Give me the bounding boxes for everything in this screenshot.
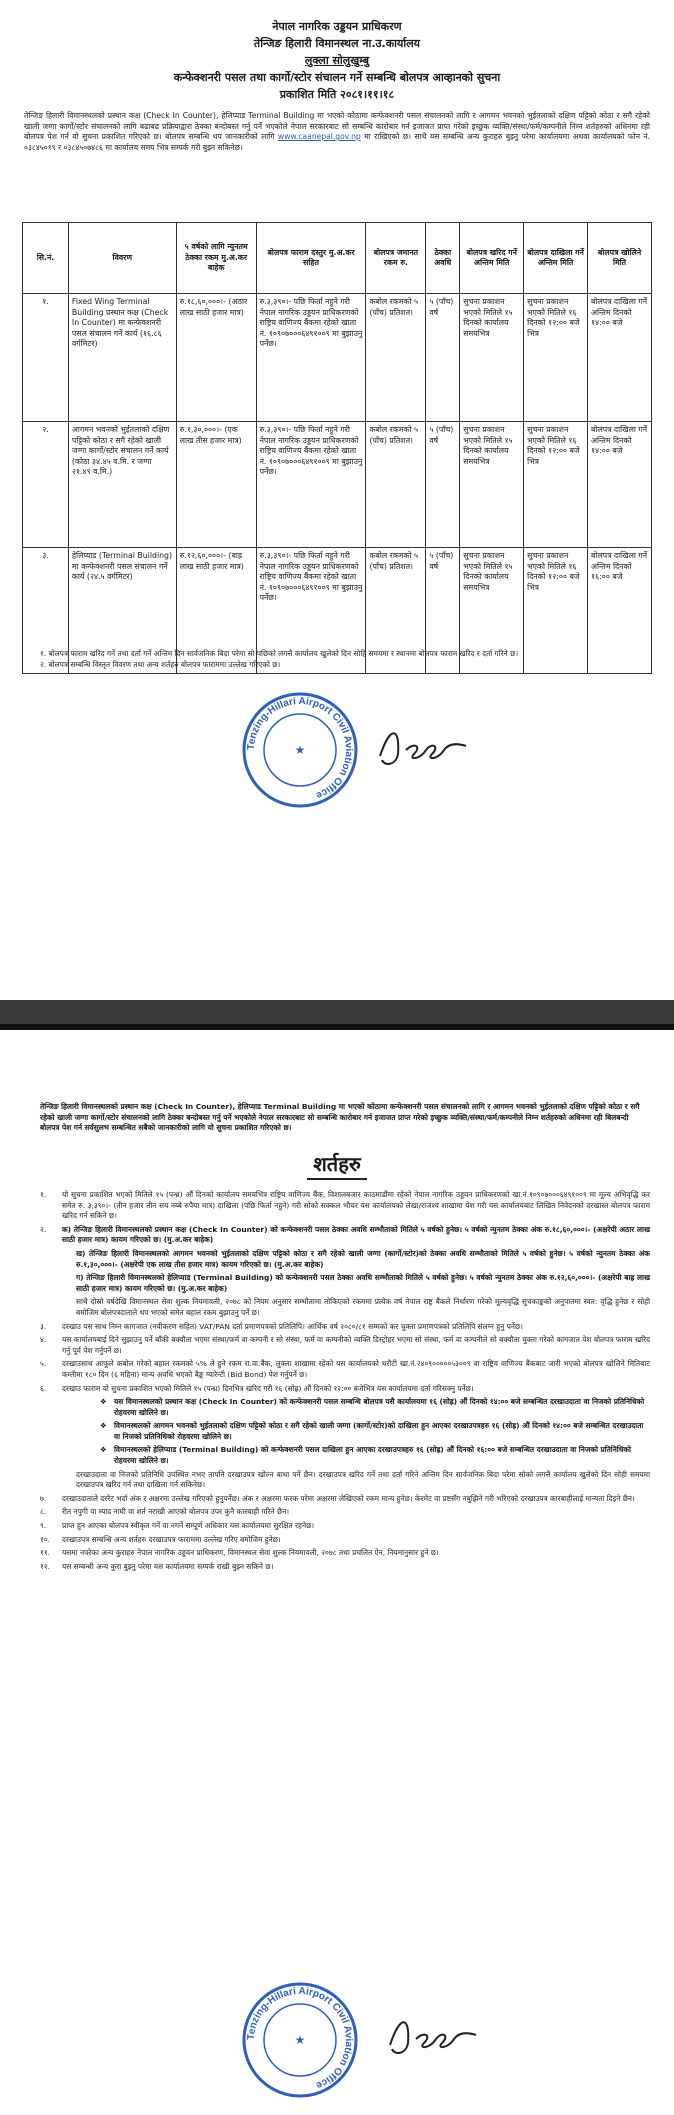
col-header: बोलपत्र दाखिला गर्ने अन्तिम मिति — [524, 223, 588, 294]
table-cell: रु.१२,६०,०००।- (बाह्र लाख साठी हजार मात्र) — [176, 548, 256, 674]
condition-number: १. — [40, 1190, 47, 1199]
table-row — [23, 422, 652, 548]
condition-item — [40, 1562, 650, 1573]
col-header: बोलपत्र जमानत रकम रु. — [366, 223, 426, 294]
condition-text: क) तेन्जिङ हिलारी विमानस्थलको प्रस्थान कक्ष (Check In Counter) को कन्फेक्शनरी पसल ठेक्का अवधि सम्भौताको मितिले ५ वर्षको हुनेछ। ५ वर्षको न्युनतम ठेक्का अंक रु.१८,६०,०००।- (अक्षरेपी अठार लाख साठी हजार मात्र) कायम गरिएको छ। (मु.अ.कर बाहेक) — [62, 1224, 650, 1245]
table-cell: रु.३,३९०।- पछि फिर्ता नहुने गरी नेपाल नागरिक उड्डयन प्राधिकरणको राष्ट्रिय वाणिज्य बैंकमा रहेको खाता नं. १०९०७०००६४९१००९ मा बुझाउनु पर्नेछ। — [256, 294, 366, 422]
table-cell: रु.३,३९०।- पछि फिर्ता नहुने गरी नेपाल नागरिक उड्डयन प्राधिकरणको राष्ट्रिय वाणिज्य बैंकमा रहेको खाता नं. १०९०७०००६४९१००९ मा बुझाउनु पर्नेछ। — [256, 548, 366, 674]
condition-text: दरखाउ यस साथ निम्न कागजात (नवीकरण सहित) VAT/PAN दर्ता प्रमाणपत्रको प्रतिलिपि। आर्थिक वर्ष २०८०/८१ सम्मको कर चुक्ता प्रमाणपत्रको प्रतिलिपि संलग्न हुनु पर्नेछ। — [62, 1321, 523, 1331]
condition-text: दरखाउदाताले दररेट भर्दा अंक र अक्षरमा उल्लेख गरिएको हुनुपर्नेछ। अंक र अक्षरमा फरक परेमा अक्षरमा लेखिएको रकम मान्य हुनेछ। केरमेट वा प्रष्टसँग नबुझिने गरी भरिएको दरखाउपत्र कारबाहीलाई मान्यता दिइने छैन। — [62, 1493, 635, 1503]
table-cell: आगमन भवनको भुईतलाको दक्षिण पट्टिको कोठा र सगै रहेको खाली जग्गा कार्गो/स्टोर संचालन गर्ने कार्य (कोठा ३४.४५ व.मि. र जग्गा २१.४९ व.मि.) — [68, 422, 176, 548]
condition-number — [62, 1297, 76, 1318]
table-cell: रु.३,३९०।- पछि फिर्ता नहुने गरी नेपाल नागरिक उड्डयन प्राधिकरणको राष्ट्रिय वाणिज्य बैंकमा रहेको खाता नं. १०९०७०००६४९१००९ मा बुझाउनु पर्नेछ। — [256, 422, 366, 548]
note-item: २. बोलपत्र सम्बन्धि विस्तृत विवरण तथा अन्य शर्तहरु बोलपत्र फाराममा उल्लेख गरिएको छ। — [40, 660, 281, 669]
condition-text: साथै दोस्रो वर्षदेखि विमानस्थल सेवा शुल्क नियमावली, २०७८ को नियम अनुसार सम्भौतामा तोकिएको रकममा प्रत्येक वर्ष नेपाल राष्ट्र बैंकले निर्धारण गरेको मूल्यवृद्धि सुचकाङ्कको अनुपातमा स्वत: वृद्धि हुनेछ र सोही बमोजिम बोलपत्रदाताले थप भएको समेत बहाल रकम बुझाउनु पर्ने छ। — [76, 1297, 650, 1317]
condition-item — [40, 1384, 650, 1395]
svg-text:★: ★ — [294, 743, 306, 757]
condition-item — [40, 1494, 650, 1505]
condition-text: ग) तेन्जिङ हिलारी विमानस्थलको हेलिप्याड (Terminal Building) को कन्फेक्शनरी पसल ठेक्का अवधि सम्भौताको मितिले ५ वर्षको हुनेछ। ५ वर्षको न्युनतम ठेक्का अंक रु.१२,६०,०००।- (अक्षरेपी बाह्र लाख साठी हजार मात्र) कायम गरिएको छ। (मु.अ.कर बाहेक) — [76, 1273, 650, 1293]
table-cell: रु.१८,६०,०००।- (अठार लाख साठी हजार मात्र) — [176, 294, 256, 422]
title-underline — [307, 1178, 367, 1180]
condition-number: ३. — [40, 1321, 47, 1331]
note-item: १. बोलपत्र फाराम खरिद गर्ने तथा दर्ता गर्ने अन्तिम दिन सार्वजनिक बिदा परेमा सो पछिको लगत्तै कार्यालय खुलेको दिन सोहि समयमा र स्थानमा बोलपत्र फाराम खरिद र दर्ता गरिने छ। — [40, 649, 519, 658]
table-cell: ३. — [23, 548, 69, 674]
condition-text: यस कार्यालयबाई दिने सुझाउनु पर्ने बाँकी बक्यौता भएमा संस्था/फर्म वा कम्पनी र सो संस्था, फर्म वा कम्पनीको व्यक्ति डिस्ट्रोहर भएमा सो संस्था, फर्म वा कम्पनीले सो बक्यौता चुक्ता गरेको कागजात पेश बोलपत्र फाराम खरिद गर्नु पूर्व पेश गर्नुपर्ने छ। — [62, 1335, 650, 1355]
condition-item — [40, 1335, 650, 1356]
intro-paragraph — [24, 111, 650, 153]
condition-item — [40, 1507, 650, 1518]
table-cell: कबोल रकमको ५ (पाँच) प्रतिशत। — [366, 548, 426, 674]
notes-section — [40, 648, 640, 670]
website-link[interactable]: www.caanepal.gov.np — [278, 132, 361, 141]
condition-item — [40, 1225, 650, 1246]
condition-number: ११. — [40, 1548, 51, 1558]
diamond-bullet-icon: ❖ — [100, 1445, 107, 1455]
condition-text: रीत नपुगी वा म्याद नाघी वा शर्त नराखी आएको बोलपत्र उपर कुनै कारबाही गरिने छैन। — [62, 1507, 290, 1517]
table-cell: रु.१,३०,०००।- (एक लाख तीस हजार मात्र) — [176, 422, 256, 548]
condition-text: दरखाउसाथ आफूले कबोल गरेको बहाल रकमको ५% ले हुने रकम रा.वा.बैंक, लुक्ला शाखामा रहेको यस कार्यालयको धरौटी खा.नं.२४०९०००००५३००९ वा राष्ट्रिय वाणिज्य बैंकबाट जारी भएको बोलपत्र खोलिने मितिबाट कम्तीमा १८० दिन (६ महिना) मान्य अवधि भएको बैङ्क ग्यारेन्टी (Bid Bond) पेश गर्नुपर्ने छ। — [62, 1359, 650, 1379]
header-line: कन्फेक्शनरी पसल तथा कार्गो/स्टोर संचालन गर्ने सम्बन्धि बोलपत्र आव्हानको सुचना — [173, 71, 501, 84]
condition-number: १२. — [40, 1561, 51, 1571]
intro-text: तेन्जिङ हिलारी विमानस्थलको प्रस्थान कक्ष (Check In Counter), हेलिप्याड Terminal Building मा भएको कोठामा कन्फेक्शनरी पसल संचालनको लागि र आगमन भवनको भुईतलाको दक्षिण पट्टिको कोठा र सगै रहेको खाली जग्गा कार्गो/स्टोर संचालनको लागि बढाबढ प्रक्रियाद्वारा ठेक्का बन्दोबस्त गर्नु पर्ने भएकोले नेपाल सरकारबाट सो सम्बन्धि कारोबार गर्न इजाजत प्राप्त गरेको इच्छुक व्यक्ति/संस्था/फर्म/कम्पनीले निम्न शर्तहरुको अधिनमा रही बोलपत्र पेश गर्न यो सुचना प्रकाशित गरिएको छ। बोलपत्र सम्बन्धि थप जानकारीको लागि — [24, 111, 650, 141]
table-cell: हेलिप्याड (Terminal Building) मा कन्फेक्शनरी पसल संचालन गर्ने कार्य (२४.५ वर्गमिटर) — [68, 548, 176, 674]
table-cell: ५ (पाँच) वर्ष — [426, 548, 460, 674]
condition-text: यसमा नपरेका अन्य कुराहरु नेपाल नागरिक उड्डयन प्राधिकरण, विमानस्थल सेवा शुल्क नियमावली, २०७८ तथा प्रचलित ऐन, नियमानुसार हुने छ। — [62, 1548, 439, 1558]
table-cell: सुचना प्रकाशन भएको मितिले १५ दिनको कार्यालय समयभित्र — [460, 548, 524, 674]
condition-number: ९. — [40, 1521, 47, 1531]
opening-schedule-item — [100, 1445, 650, 1466]
diamond-bullet-icon: ❖ — [100, 1397, 107, 1407]
col-header: सि.नं. — [23, 223, 69, 294]
condition-subitem — [62, 1249, 650, 1270]
table-cell: कबोल रकमको ५ (पाँच) प्रतिशत। — [366, 422, 426, 548]
condition-text: यस सम्बन्धी अन्य कुरा बुझ्नु परेमा यस कार्यालयमा सम्पर्क राखी बुझ्न सकिने छ। — [62, 1561, 274, 1571]
table-cell: सुचना प्रकाशन भएको मितिले १६ दिनको १२:०० बजे भित्र — [524, 548, 588, 674]
table-cell: Fixed Wing Terminal Building प्रस्थान कक्ष (Check In Counter) मा कन्फेक्शनरी पसल संचालन गर्ने कार्य (१६.८६ वर्गमिटर) — [68, 294, 176, 422]
header-line: लुक्ला सोलुखुम्बु — [304, 54, 370, 67]
condition-subitem — [62, 1470, 650, 1491]
table-cell: २. — [23, 422, 69, 548]
bid-table — [22, 222, 652, 674]
table-cell: सुचना प्रकाशन भएको मितिले १६ दिनको १२:०० बजे भित्र — [524, 294, 588, 422]
svg-text:Tenzing-Hillari Airport Civil: Tenzing-Hillari Airport Civil Aviation Office — [245, 1985, 355, 2091]
table-cell: बोलपत्र दाखिला गर्ने अन्तिम दिनको १४:०० बजे — [588, 422, 652, 548]
schedule-text: विमानस्थलको आगमन भवनको भुईतलाको दक्षिण पट्टिको कोठा र सगै रहेको खाली जग्गा (कार्गो/स्टोर)को दाखिला हुन आएका दरखाउपत्रहरु १६ (सोह्र) औं दिनको १४:०० बजे सम्बन्धित दरखाउदाता वा निजको प्रतिनिधिको रोहवरमा खोलिने छ। — [114, 1421, 644, 1441]
signature — [380, 2005, 480, 2065]
conditions-title: शर्तहरु — [313, 1152, 361, 1176]
condition-number: ४. — [40, 1335, 47, 1345]
table-row — [23, 294, 652, 422]
table-cell: ५ (पाँच) वर्ष — [426, 422, 460, 548]
condition-number: ७. — [40, 1493, 47, 1503]
condition-number — [62, 1273, 76, 1294]
condition-item — [40, 1190, 650, 1222]
condition-text: प्राप्त हुन आएका बोलपत्र स्वीकृत गर्ने वा नगर्ने सम्पूर्ण अधिकार यस कार्यालयमा सुरक्षित रहनेछ। — [62, 1521, 315, 1531]
col-header: बोलपत्र खोलिने मिति — [588, 223, 652, 294]
svg-text:Tenzing-Hillari Airport Civil: Tenzing-Hillari Airport Civil Aviation Office — [245, 695, 355, 801]
condition-item — [40, 1548, 650, 1559]
condition-number: ६. — [40, 1383, 47, 1393]
schedule-text: यस विमानस्थलको प्रस्थान कक्ष (Check In Counter) को कन्फेक्शनरी पसल सम्बन्धि बोलपत्र यसै कार्यालयमा १६ (सोह्र) औं दिनको १४:०० बजे सम्बन्धित दरखाउदाता वा निजको प्रतिनिधिको रोहवरमा खोलिने छ। — [114, 1397, 645, 1417]
svg-text:★: ★ — [294, 2033, 306, 2047]
table-cell: सुचना प्रकाशन भएको मितिले १५ दिनको कार्यालय समयभित्र — [460, 294, 524, 422]
table-cell: कबोल रकमको ५ (पाँच) प्रतिशत। — [366, 294, 426, 422]
condition-subitem — [62, 1297, 650, 1318]
condition-text: दरखाउदाता वा निजको प्रतिनिधि उपस्थित नभए तापनि दरखाउपत्र खोल्न बाधा पर्ने छैन। दरखाउपत्र खरिद गर्ने तथा दर्ता गरिने अन्तिम दिन सार्वजनिक बिदा परेमा सोको लगत्तै कार्यालय खुलेको दिन सोही समयमा दरखाउपत्र खरिद गर्न तथा दाखिला गर्न सकिनेछ। — [76, 1469, 650, 1490]
intro-tail: मा राखिएको छ। साथै यस सम्बन्धि अन्य कुराहरु बुझ्नु परेमा कार्यालयमा अथवा कार्यालयको फोन नं. ०३८४५०१९ र ०३८४५०७४८६ मा कार्यालय समय भित्र सम्पर्क गरी बुझ्न सकिनेछ। — [24, 132, 650, 152]
col-header: विवरण — [68, 223, 176, 294]
table-cell: सुचना प्रकाशन भएको मितिले १६ दिनको १२:०० बजे भित्र — [524, 422, 588, 548]
opening-schedule-item — [100, 1397, 650, 1418]
page-separator — [0, 1000, 674, 1030]
condition-text: दरखाउपत्र सम्बन्धि अन्य शर्तहरु दरखाउपत्र फाराममा उल्लेख गरिए बमोजिम हुनेछ। — [62, 1534, 281, 1544]
diamond-bullet-icon: ❖ — [100, 1421, 107, 1431]
table-header-row — [23, 223, 652, 294]
col-header: बोलपत्र फाराम दस्तुर मु.अ.कर सहित — [256, 223, 366, 294]
table-cell: बोलपत्र दाखिला गर्ने अन्तिम दिनको १४:०० बजे — [588, 294, 652, 422]
conditions-intro: तेन्जिङ हिलारी विमानस्थलको प्रस्थान कक्ष (Check In Counter), हेलिप्याड Terminal Building मा भएको कोठामा कन्फेक्शनरी पसल संचालनको लागि र आगमन भवनको भुईतलाको दक्षिण पट्टिको कोठा र सगै रहेको खाली जग्गा कार्गो/स्टोर संचालनको लागि ठेक्का बन्दोबस्त गर्नु पर्ने भएकोले नेपाल सरकारबाट सो सम्बन्धि कारोबार गर्न इजाजत प्राप्त गरेको इच्छुक व्यक्ति/संस्था/फर्म/कम्पनीले निम्न शर्तहरुको अधिनमा रही बिलबन्दी बोलपत्र पेश गर्न सर्वसुलभ सम्बन्धित सबैको जानकारीको लागि यो सुचना प्रकाशित गरिएको छ। — [40, 1102, 640, 1132]
condition-number: ८. — [40, 1507, 47, 1517]
header-line: प्रकाशित मिति २०८१।११।१८ — [279, 88, 395, 101]
condition-subitem — [62, 1273, 650, 1294]
condition-number: १०. — [40, 1534, 51, 1544]
condition-number: २. — [40, 1224, 47, 1234]
condition-item — [40, 1322, 650, 1333]
condition-text: यो सुचना प्रकाशित भएको मितिले १५ (पन्ध्र) औं दिनको कार्यालय समयभित्र राष्ट्रिय वाणिज्य बैंक, विशालबजार काठमाडौंमा रहेको नेपाल नागरिक उड्डयन प्राधिकरणको खा.नं.१०९०७०००६४९१००९ मा मूल्य अभिवृद्धि कर समेत रु. ३,३९०।- (तीन हजार तीन सय नब्बे रुपैया मात्र) दाखिला (पछि फिर्ता नहुने) गरी सोको सक्कल भौचर यस कार्यालयको लेखा/राजश्व शाखामा पेश गरी यस कार्यालयबाट लिखित निवेदनको दरखास्त बोलपत्र फाराम खरिद गर्न सकिने छ। — [62, 1190, 650, 1221]
notice-header — [0, 0, 674, 103]
schedule-text: विमानस्थलको हेलिप्याड (Terminal Building) को कन्फेक्शनरी पसल दाखिला हुन आएका दरखाउपत्रहरु १६ (सोह्र) औं दिनको १६:०० बजे सम्बन्धित दरखाउदाता वा निजको प्रतिनिधिको रोहवरमा खोलिने छ। — [114, 1445, 631, 1466]
condition-text: ख) तेन्जिङ हिलारी विमानस्थलको आगमन भवनको भुईतलाको दक्षिण पट्टिको कोठा र सगै रहेको खाली जग्गा (कार्गो/स्टोर)को ठेक्का अवधि सम्भौताको मितिले ५ वर्षको हुनेछ। ५ वर्षको न्युनतम ठेक्का अंक रु.१,३०,०००।- (अक्षरेपी एक लाख तीस हजार मात्र) कायम गरिएको छ। (मु.अ.कर बाहेक) — [76, 1248, 650, 1269]
col-header: बोलपत्र खरिद गर्ने अन्तिम मिति — [460, 223, 524, 294]
col-header: ठेक्का अवधि — [426, 223, 460, 294]
condition-item — [40, 1535, 650, 1546]
table-cell: बोलपत्र दाखिला गर्ने अन्तिम दिनको १६:०० बजे — [588, 548, 652, 674]
signature — [370, 716, 470, 776]
condition-number: ५. — [40, 1359, 47, 1369]
opening-schedule-item — [100, 1421, 650, 1442]
table-cell: १. — [23, 294, 69, 422]
notice-page-2 — [0, 1030, 674, 2115]
condition-number — [62, 1249, 76, 1270]
header-line: नेपाल नागरिक उड्डयन प्राधिकरण — [272, 20, 402, 33]
notice-page-1 — [0, 0, 674, 1000]
condition-item — [40, 1521, 650, 1532]
col-header: ५ वर्षको लागि न्युनतम ठेक्का रकम मु.अ.कर बाहेक — [176, 223, 256, 294]
office-seal-icon — [240, 690, 360, 810]
header-line: तेन्जिङ हिलारी विमानस्थल ना.उ.कार्यालय — [253, 37, 421, 50]
table-cell: ५ (पाँच) वर्ष — [426, 294, 460, 422]
condition-item — [40, 1359, 650, 1380]
office-seal-icon — [240, 1980, 360, 2100]
conditions-list — [40, 1190, 650, 1575]
table-cell: सुचना प्रकाशन भएको मितिले १५ दिनको कार्यालय समयभित्र — [460, 422, 524, 548]
condition-text: दरखाउ फाराम यो सुचना प्रकाशित भएको मितिले १५ (पन्ध्र) दिनभित्र खरिद गरी १६ (सोह्र) औं दिनको १२:०० बजेभित्र यस कार्यालयमा दर्ता गरिसक्नु पर्नेछ। — [62, 1383, 474, 1393]
